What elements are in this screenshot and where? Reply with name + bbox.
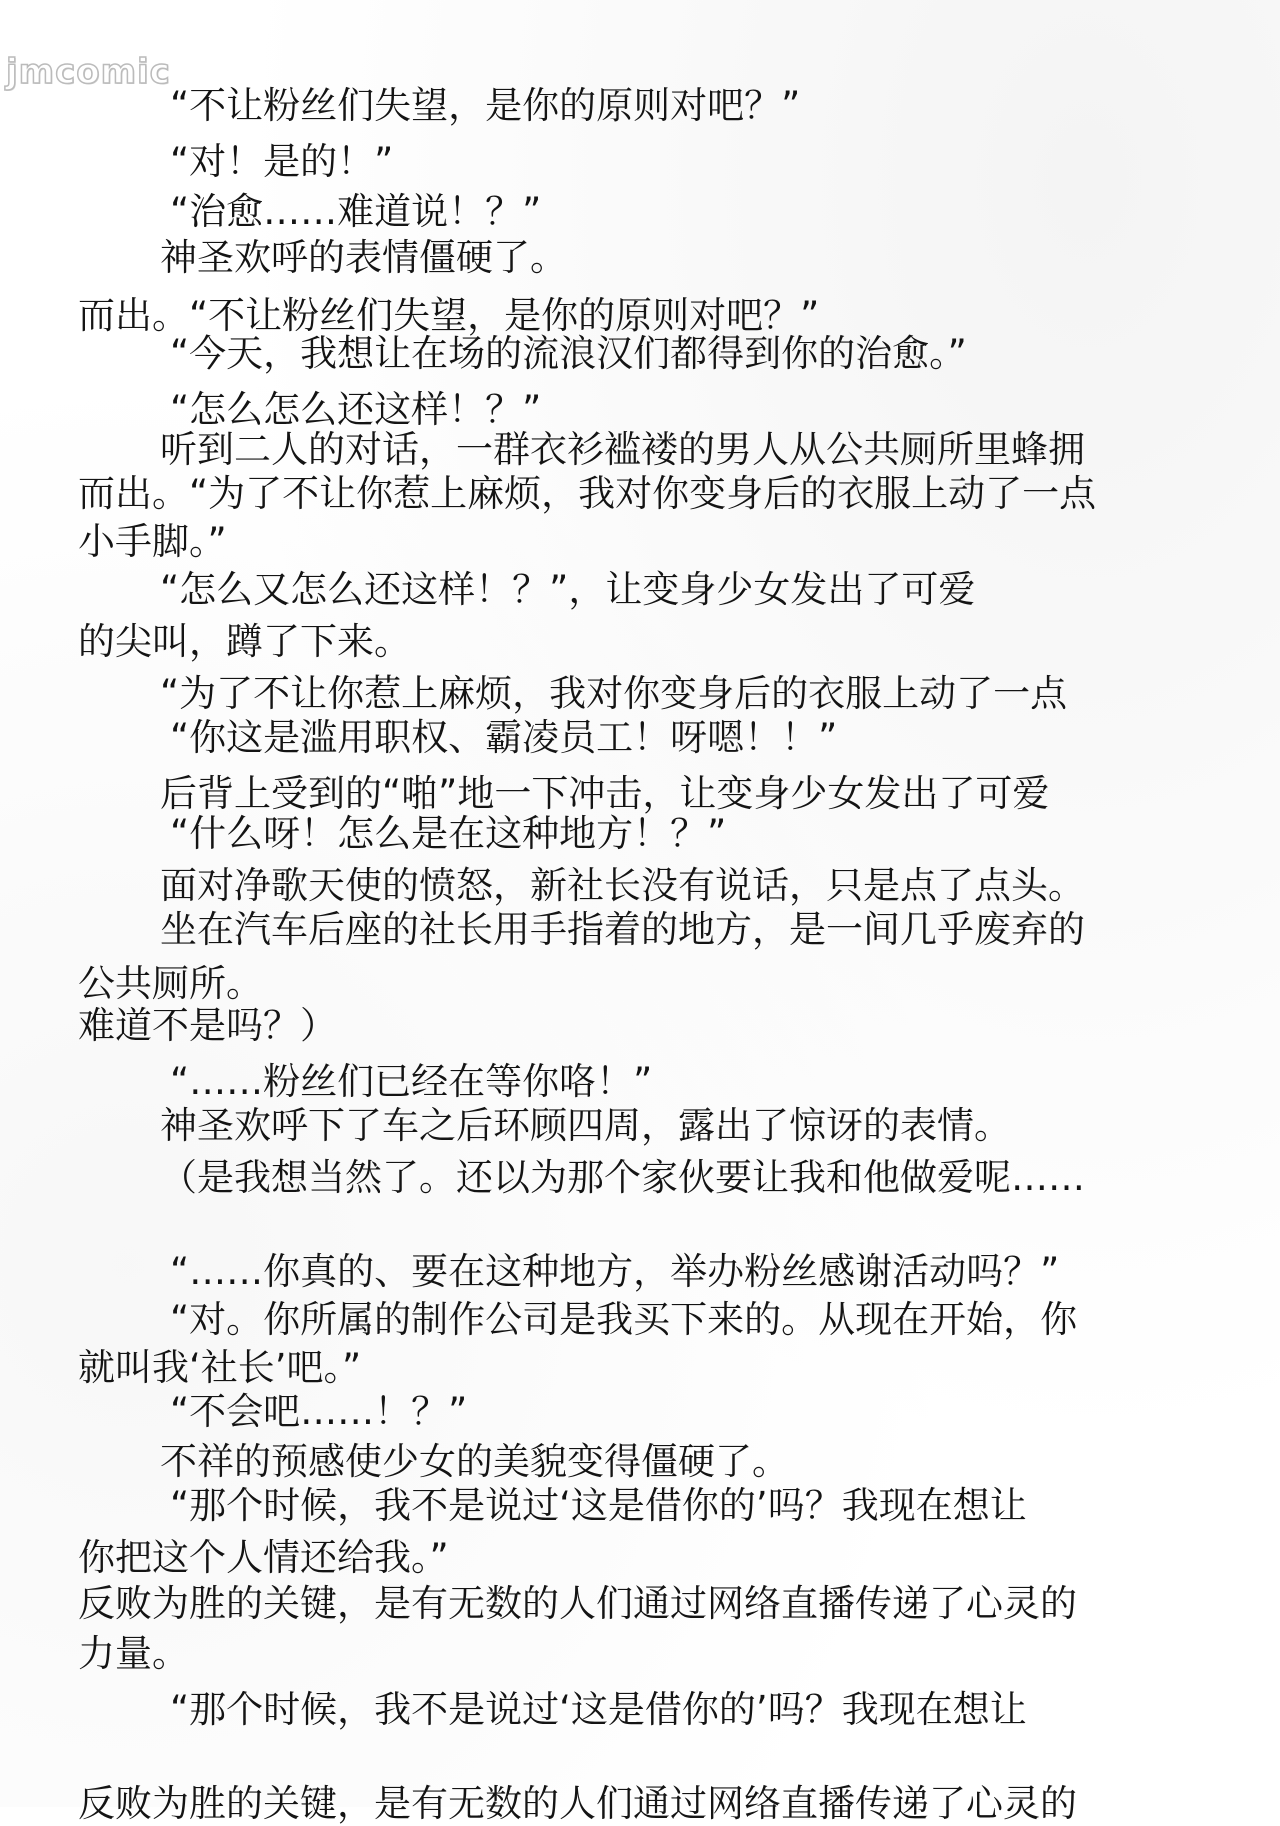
text-line: 反败为胜的关键，是有无数的人们通过网络直播传递了心灵的 xyxy=(78,1582,1077,1625)
text-line: 公共厕所。 xyxy=(78,962,263,1005)
text-line: 难道不是吗？） xyxy=(78,1004,337,1047)
text-line-clip xyxy=(170,1688,1210,1731)
text-line: “对。你所属的制作公司是我买下来的。从现在开始，你 xyxy=(170,1298,1078,1341)
text-line: “什么呀！怎么是在这种地方！？” xyxy=(170,812,727,855)
text-line: 的尖叫，蹲了下来。 xyxy=(78,620,411,663)
text-line: 力量。 xyxy=(78,1632,189,1675)
text-line-clip xyxy=(160,772,1210,815)
text-line: “治愈……难道说！？” xyxy=(170,190,542,233)
text-line: “今天，我想让在场的流浪汉们都得到你的治愈。” xyxy=(170,332,967,375)
text-line-clip xyxy=(170,1390,530,1434)
text-line-clip xyxy=(160,864,1210,907)
text-line: 神圣欢呼的表情僵硬了。 xyxy=(160,236,567,279)
text-line: 听到二人的对话，一群衣衫褴褛的男人从公共厕所里蜂拥 xyxy=(160,428,1085,471)
text-line-clip xyxy=(160,568,1210,612)
text-line: 坐在汽车后座的社长用手指着的地方，是一间几乎废弃的 xyxy=(160,908,1085,951)
text-line-clip xyxy=(170,1484,1210,1528)
text-line-clip xyxy=(170,388,690,431)
text-line: 后背上受到的“啪”地一下冲击，让变身少女发出了可爱 xyxy=(160,772,1050,815)
text-line-clip xyxy=(78,1582,1210,1626)
text-line: 反败为胜的关键，是有无数的人们通过网络直播传递了心灵的 xyxy=(78,1782,1077,1825)
text-line: “为了不让你惹上麻烦，我对你变身后的衣服上动了一点 xyxy=(160,672,1068,715)
watermark-logo: jmcomic xyxy=(6,52,171,92)
text-line: “……你真的、要在这种地方，举办粉丝感谢活动吗？” xyxy=(170,1250,1060,1293)
text-line: “不会吧……！？” xyxy=(170,1390,468,1433)
text-line-clip xyxy=(170,84,930,134)
text-line: “那个时候，我不是说过‘这是借你的’吗？我现在想让 xyxy=(170,1688,1027,1731)
text-line-clip xyxy=(160,672,1210,715)
text-line: “怎么又怎么还这样！？”，让变身少女发出了可爱 xyxy=(160,568,976,611)
text-line: 神圣欢呼下了车之后环顾四周，露出了惊讶的表情。 xyxy=(160,1104,1011,1147)
text-line: “……粉丝们已经在等你咯！” xyxy=(170,1060,653,1103)
text-line: 不祥的预感使少女的美貌变得僵硬了。 xyxy=(160,1440,789,1483)
text-line: “你这是滥用职权、霸凌员工！呀嗯！！” xyxy=(170,716,838,759)
text-line: 面对净歌天使的愤怒，新社长没有说话，只是点了点头。 xyxy=(160,864,1085,907)
text-line: （是我想当然了。还以为那个家伙要让我和他做爱呢…… xyxy=(160,1156,1085,1199)
text-line: 而出。“不让粉丝们失望，是你的原则对吧？” xyxy=(78,294,820,337)
text-line-clip xyxy=(78,1782,1210,1825)
text-line: “不让粉丝们失望，是你的原则对吧？” xyxy=(170,84,801,127)
text-line: “怎么怎么还这样！？” xyxy=(170,388,542,431)
text-line: 你把这个人情还给我。” xyxy=(78,1536,449,1579)
text-line-clip xyxy=(78,472,1208,516)
text-line-clip xyxy=(170,190,890,233)
text-line: “那个时候，我不是说过‘这是借你的’吗？我现在想让 xyxy=(170,1484,1027,1527)
text-line: 就叫我‘社长’吧。” xyxy=(78,1346,362,1389)
text-line: 而出。“为了不让你惹上麻烦，我对你变身后的衣服上动了一点 xyxy=(78,472,1097,515)
text-line: “对！是的！” xyxy=(170,140,394,183)
text-line-clip xyxy=(78,294,1028,337)
text-line: 小手脚。” xyxy=(78,520,227,563)
